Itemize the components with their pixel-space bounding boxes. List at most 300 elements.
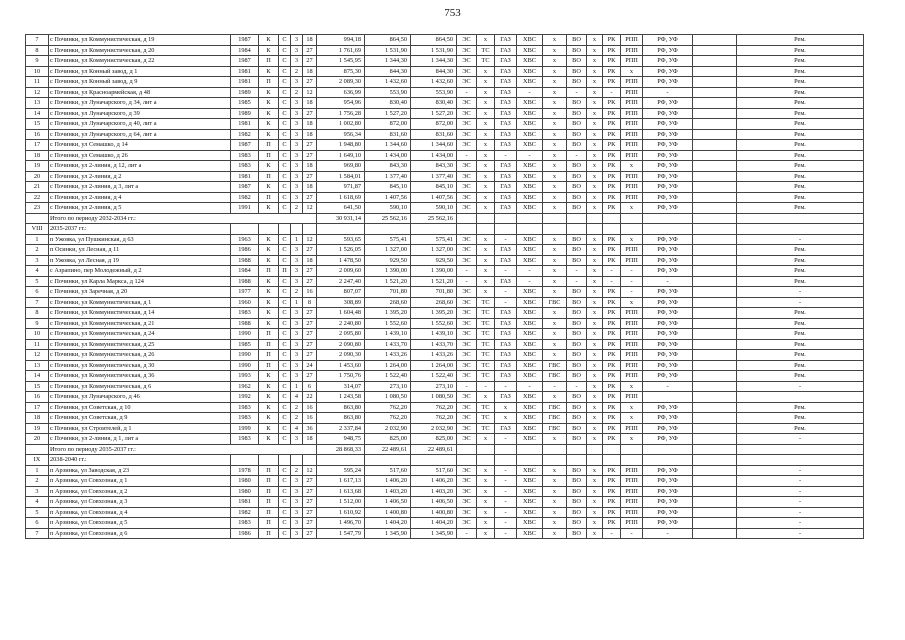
table-cell: РФ, УФ — [643, 476, 693, 487]
table-cell: 1993 — [231, 371, 259, 382]
table-cell: РПП — [621, 77, 643, 88]
table-cell: РФ, УФ — [643, 266, 693, 277]
table-row — [26, 350, 864, 361]
table-cell: 1981 — [231, 119, 259, 130]
table-cell: ГАЗ — [495, 360, 517, 371]
table-cell: Рем. — [737, 413, 864, 424]
table-cell — [693, 98, 737, 109]
table-cell: РК — [603, 245, 621, 256]
table-cell: 268,60 — [411, 297, 457, 308]
table-cell: 23 — [26, 203, 49, 214]
table-cell: 7 — [26, 528, 49, 539]
table-cell: - — [737, 381, 864, 392]
table-cell — [477, 224, 495, 235]
table-cell: К — [259, 35, 279, 46]
table-cell: ГВС — [543, 371, 567, 382]
table-cell: К — [259, 255, 279, 266]
table-cell: х — [587, 486, 603, 497]
table-cell: ЭС — [457, 245, 477, 256]
table-cell: ВО — [567, 528, 587, 539]
table-cell — [26, 213, 49, 224]
table-cell — [517, 224, 543, 235]
table-cell: х — [587, 182, 603, 193]
table-cell: ГАЗ — [495, 392, 517, 403]
table-cell: ХВС — [517, 129, 543, 140]
table-cell: ХВС — [517, 192, 543, 203]
table-cell: С — [279, 318, 291, 329]
table-row — [26, 287, 864, 298]
table-cell: РФ, УФ — [643, 329, 693, 340]
table-cell: ТС — [477, 350, 495, 361]
table-cell: ГАЗ — [495, 56, 517, 67]
table-cell: ЭС — [457, 413, 477, 424]
table-cell: - — [737, 234, 864, 245]
table-row — [26, 465, 864, 476]
table-cell: ХВС — [517, 182, 543, 193]
table-cell: с Починки, ул Конный завод, д 1 — [49, 66, 231, 77]
table-cell: 16 — [303, 413, 317, 424]
table-cell: К — [259, 381, 279, 392]
table-cell: 575,41 — [365, 234, 411, 245]
table-cell: х — [477, 518, 495, 529]
table-cell: ВО — [567, 35, 587, 46]
table-cell: - — [643, 276, 693, 287]
table-cell — [457, 444, 477, 455]
table-row — [26, 203, 864, 214]
table-cell — [567, 213, 587, 224]
table-cell — [495, 444, 517, 455]
table-cell — [603, 213, 621, 224]
table-cell: с Починки, ул Коммунистическая, д 20 — [49, 45, 231, 56]
table-cell — [365, 455, 411, 466]
table-cell: х — [543, 276, 567, 287]
table-cell: 593,65 — [317, 234, 365, 245]
table-cell: ЭС — [457, 192, 477, 203]
table-cell: РПП — [621, 140, 643, 151]
table-cell: П — [259, 192, 279, 203]
table-cell — [693, 318, 737, 329]
table-cell: х — [477, 35, 495, 46]
table-cell: 948,75 — [317, 434, 365, 445]
table-cell: К — [259, 413, 279, 424]
table-cell — [603, 444, 621, 455]
table-cell: РК — [603, 77, 621, 88]
table-cell: х — [477, 497, 495, 508]
table-cell: 27 — [303, 245, 317, 256]
table-cell: С — [279, 392, 291, 403]
table-cell — [621, 224, 643, 235]
table-cell: ВО — [567, 234, 587, 245]
table-cell: - — [495, 497, 517, 508]
table-cell: 1 531,90 — [411, 45, 457, 56]
table-cell: К — [259, 423, 279, 434]
table-cell: ТС — [477, 308, 495, 319]
table-cell: 8 — [303, 297, 317, 308]
table-cell: х — [587, 392, 603, 403]
table-cell: 3 — [291, 77, 303, 88]
table-cell: х — [477, 140, 495, 151]
table-cell — [693, 129, 737, 140]
table-cell: РФ, УФ — [643, 423, 693, 434]
table-cell: ХВС — [517, 234, 543, 245]
table-cell: х — [543, 161, 567, 172]
table-cell: х — [477, 161, 495, 172]
table-cell — [643, 213, 693, 224]
table-cell: 27 — [303, 339, 317, 350]
table-cell: - — [643, 87, 693, 98]
table-cell — [693, 434, 737, 445]
table-cell: х — [477, 486, 495, 497]
table-cell: РФ, УФ — [643, 45, 693, 56]
table-cell — [303, 224, 317, 235]
table-cell: 553,90 — [365, 87, 411, 98]
table-cell: РФ, УФ — [643, 287, 693, 298]
table-cell: ХВС — [517, 413, 543, 424]
table-cell: 27 — [303, 308, 317, 319]
table-cell: 843,30 — [365, 161, 411, 172]
table-cell: - — [457, 150, 477, 161]
table-cell: 845,10 — [365, 182, 411, 193]
table-cell: РПП — [621, 497, 643, 508]
table-cell: 843,30 — [411, 161, 457, 172]
table-cell: 595,24 — [317, 465, 365, 476]
table-cell: - — [737, 434, 864, 445]
table-cell: 27 — [303, 276, 317, 287]
table-cell: - — [567, 276, 587, 287]
table-cell: РПП — [621, 255, 643, 266]
table-cell: 5 — [26, 507, 49, 518]
table-cell: 1 243,58 — [317, 392, 365, 403]
table-cell: РПП — [621, 171, 643, 182]
table-cell — [457, 224, 477, 235]
table-cell: ГВС — [543, 423, 567, 434]
table-cell: С — [279, 203, 291, 214]
table-cell: 1999 — [231, 423, 259, 434]
table-cell — [621, 213, 643, 224]
table-cell: х — [587, 203, 603, 214]
table-cell: 6 — [26, 287, 49, 298]
table-cell: РК — [603, 423, 621, 434]
table-cell: РФ, УФ — [643, 413, 693, 424]
table-cell: 3 — [26, 486, 49, 497]
table-cell: 1 264,00 — [365, 360, 411, 371]
table-cell: ГАЗ — [495, 98, 517, 109]
table-cell: РК — [603, 297, 621, 308]
table-cell: х — [621, 234, 643, 245]
table-cell: 27 — [303, 486, 317, 497]
table-cell: - — [567, 87, 587, 98]
table-cell: РК — [603, 434, 621, 445]
table-row — [26, 318, 864, 329]
table-cell: РК — [603, 108, 621, 119]
table-cell: х — [587, 329, 603, 340]
table-cell: 3 — [291, 371, 303, 382]
table-cell: 1986 — [231, 528, 259, 539]
table-cell — [693, 423, 737, 434]
table-cell — [693, 140, 737, 151]
table-cell: ХВС — [517, 507, 543, 518]
table-cell: Рем. — [737, 161, 864, 172]
table-cell: ХВС — [517, 171, 543, 182]
table-cell: 1 344,30 — [411, 56, 457, 67]
table-cell — [457, 455, 477, 466]
table-cell: ТС — [477, 297, 495, 308]
section-header-row — [26, 455, 864, 466]
table-row — [26, 161, 864, 172]
table-cell: ВО — [567, 45, 587, 56]
table-cell: - — [495, 266, 517, 277]
table-cell: ГАЗ — [495, 245, 517, 256]
table-cell: 3 — [291, 150, 303, 161]
table-row — [26, 402, 864, 413]
table-cell: С — [279, 56, 291, 67]
table-cell: 1 522,40 — [365, 371, 411, 382]
table-cell: х — [477, 276, 495, 287]
table-cell: 1 512,00 — [317, 497, 365, 508]
table-cell: РФ, УФ — [643, 297, 693, 308]
table-cell: С — [279, 77, 291, 88]
table-cell: - — [737, 518, 864, 529]
table-cell — [603, 224, 621, 235]
table-row — [26, 234, 864, 245]
table-cell: 3 — [291, 360, 303, 371]
table-cell: РПП — [621, 98, 643, 109]
table-cell: К — [259, 203, 279, 214]
table-cell — [317, 455, 365, 466]
table-cell: х — [587, 308, 603, 319]
table-cell: - — [495, 465, 517, 476]
table-cell: 1990 — [231, 350, 259, 361]
table-cell: 1 496,70 — [317, 518, 365, 529]
table-cell: ХВС — [517, 77, 543, 88]
table-cell: Рем. — [737, 245, 864, 256]
table-cell: 27 — [303, 77, 317, 88]
table-cell: 21 — [26, 182, 49, 193]
table-cell: 3 — [291, 276, 303, 287]
table-cell: 16 — [26, 129, 49, 140]
table-cell — [567, 224, 587, 235]
table-cell: П — [259, 350, 279, 361]
table-cell: ЭС — [457, 182, 477, 193]
table-cell: 994,18 — [317, 35, 365, 46]
table-cell: ХВС — [517, 392, 543, 403]
table-cell: 1 395,20 — [365, 308, 411, 319]
table-cell: С — [279, 486, 291, 497]
table-cell: с Азрапино, пер Молодежный, д 2 — [49, 266, 231, 277]
table-cell: 1 407,56 — [365, 192, 411, 203]
table-cell: ВО — [567, 182, 587, 193]
table-cell: х — [543, 518, 567, 529]
table-cell: РПП — [621, 360, 643, 371]
table-cell: ЭС — [457, 287, 477, 298]
table-cell: 3 — [291, 45, 303, 56]
table-cell: 1 432,60 — [411, 77, 457, 88]
table-cell: х — [543, 528, 567, 539]
table-cell: 3 — [291, 528, 303, 539]
table-cell: х — [477, 287, 495, 298]
table-cell: 1983 — [231, 402, 259, 413]
table-cell: х — [587, 87, 603, 98]
table-cell: с Починки, ул Коммунистическая, д 14 — [49, 308, 231, 319]
table-cell: - — [457, 266, 477, 277]
table-cell: ГАЗ — [495, 350, 517, 361]
table-cell: 1 756,28 — [317, 108, 365, 119]
table-cell: с Починки, ул Конный завод, д 9 — [49, 77, 231, 88]
table-cell: 16 — [303, 287, 317, 298]
table-cell: 864,50 — [411, 35, 457, 46]
table-cell: РФ, УФ — [643, 339, 693, 350]
table-cell: ГАЗ — [495, 203, 517, 214]
table-row — [26, 171, 864, 182]
table-row — [26, 329, 864, 340]
table-cell: Рем. — [737, 192, 864, 203]
table-cell: 15 — [26, 119, 49, 130]
table-cell: 3 — [291, 192, 303, 203]
table-cell: ХВС — [517, 56, 543, 67]
table-cell: 1 433,70 — [365, 339, 411, 350]
table-cell: С — [279, 339, 291, 350]
table-cell — [737, 392, 864, 403]
table-row — [26, 129, 864, 140]
table-cell: 3 — [291, 329, 303, 340]
table-cell: х — [543, 350, 567, 361]
table-cell: х — [477, 528, 495, 539]
table-cell: ВО — [567, 360, 587, 371]
table-cell: с Починки, ул Семашко, д 26 — [49, 150, 231, 161]
table-cell: 956,34 — [317, 129, 365, 140]
table-cell: 2 — [26, 476, 49, 487]
table-cell: РК — [603, 203, 621, 214]
table-cell: 20 — [26, 171, 49, 182]
table-cell: 3 — [291, 255, 303, 266]
table-cell: РПП — [621, 423, 643, 434]
table-cell: ВО — [567, 161, 587, 172]
table-cell — [693, 245, 737, 256]
table-cell: с Починки, ул 2-линия, д 5 — [49, 203, 231, 214]
table-cell: К — [259, 119, 279, 130]
table-cell: К — [259, 308, 279, 319]
table-cell: с Починки, ул 2-линия, д 3, лит а — [49, 182, 231, 193]
table-row — [26, 423, 864, 434]
table-cell: х — [477, 507, 495, 518]
table-cell: ВО — [567, 192, 587, 203]
table-cell — [693, 392, 737, 403]
table-cell: с Починки, ул Коммунистическая, д 6 — [49, 381, 231, 392]
table-cell — [477, 444, 495, 455]
table-cell — [693, 45, 737, 56]
table-cell: РФ, УФ — [643, 182, 693, 193]
table-cell: х — [587, 45, 603, 56]
table-cell: 2 — [291, 87, 303, 98]
table-cell: 3 — [291, 182, 303, 193]
table-cell: ГАЗ — [495, 329, 517, 340]
table-cell: 2 337,84 — [317, 423, 365, 434]
table-cell: ВО — [567, 119, 587, 130]
table-cell: 9 — [26, 56, 49, 67]
table-cell: ГАЗ — [495, 276, 517, 287]
table-cell — [737, 444, 864, 455]
table-cell: х — [543, 119, 567, 130]
table-cell: РПП — [621, 465, 643, 476]
table-cell: 844,30 — [411, 66, 457, 77]
table-cell: С — [279, 171, 291, 182]
table-cell: 11 — [26, 77, 49, 88]
table-cell: С — [279, 87, 291, 98]
table-cell — [693, 287, 737, 298]
table-cell: 25 562,16 — [365, 213, 411, 224]
table-cell: 517,60 — [411, 465, 457, 476]
table-cell: 12 — [303, 465, 317, 476]
table-cell: 1983 — [231, 518, 259, 529]
table-cell: ЭС — [457, 486, 477, 497]
table-cell: ВО — [567, 350, 587, 361]
table-cell: х — [587, 245, 603, 256]
table-cell: Рем. — [737, 371, 864, 382]
table-cell: ЭС — [457, 497, 477, 508]
table-cell: ТС — [477, 413, 495, 424]
table-cell: х — [543, 192, 567, 203]
table-cell: - — [543, 381, 567, 392]
table-cell: - — [737, 287, 864, 298]
table-cell: 1 547,79 — [317, 528, 365, 539]
table-cell: ХВС — [517, 140, 543, 151]
table-cell: с Починки, ул Красноармейская, д 48 — [49, 87, 231, 98]
table-cell: х — [477, 255, 495, 266]
table-cell: С — [279, 402, 291, 413]
table-cell: 18 — [303, 255, 317, 266]
table-cell: 1983 — [231, 308, 259, 319]
table-cell: РПП — [621, 108, 643, 119]
table-cell: С — [279, 98, 291, 109]
table-cell: 13 — [26, 98, 49, 109]
table-cell: 2 247,40 — [317, 276, 365, 287]
table-cell: РФ, УФ — [643, 77, 693, 88]
table-cell — [643, 455, 693, 466]
table-cell — [643, 224, 693, 235]
table-cell: х — [543, 56, 567, 67]
table-cell: 641,50 — [317, 203, 365, 214]
table-cell: 15 — [26, 381, 49, 392]
table-cell: РК — [603, 392, 621, 403]
table-cell: ГВС — [543, 297, 567, 308]
table-cell: РФ, УФ — [643, 486, 693, 497]
table-cell: ХВС — [517, 35, 543, 46]
table-cell: 1987 — [231, 56, 259, 67]
table-cell — [693, 35, 737, 46]
table-cell: 1 264,00 — [411, 360, 457, 371]
table-cell: Рем. — [737, 339, 864, 350]
table-cell: ЭС — [457, 66, 477, 77]
table-cell: РК — [603, 192, 621, 203]
table-cell — [587, 224, 603, 235]
table-cell: 1 403,20 — [365, 486, 411, 497]
table-cell: х — [543, 129, 567, 140]
table-row — [26, 245, 864, 256]
table-cell: ХВС — [517, 434, 543, 445]
table-cell: 1980 — [231, 476, 259, 487]
table-cell: 1 433,26 — [365, 350, 411, 361]
table-cell: х — [587, 371, 603, 382]
table-cell: ХВС — [517, 402, 543, 413]
table-cell: РПП — [621, 518, 643, 529]
table-cell: - — [495, 476, 517, 487]
table-cell: Рем. — [737, 329, 864, 340]
table-cell: С — [279, 35, 291, 46]
table-cell: ТС — [477, 56, 495, 67]
table-cell: РК — [603, 465, 621, 476]
table-cell: Рем. — [737, 308, 864, 319]
table-cell: х — [477, 108, 495, 119]
